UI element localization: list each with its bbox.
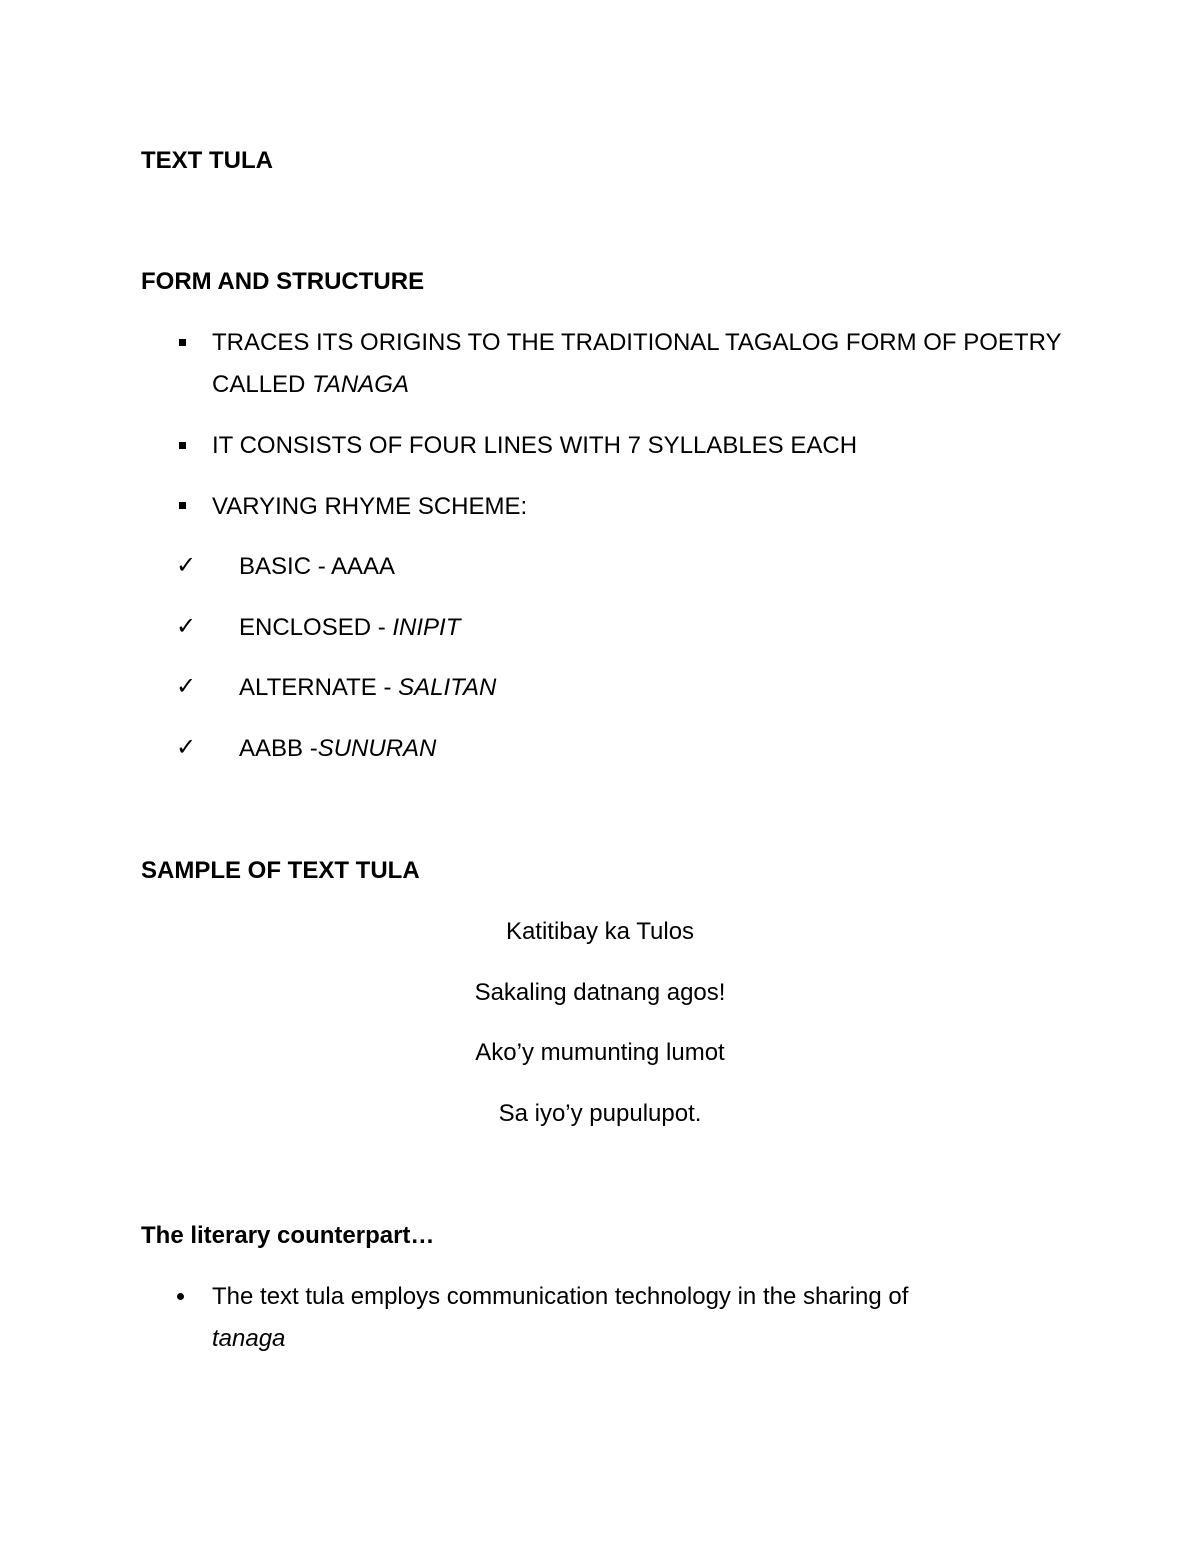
bullet-rhyme-scheme: VARYING RHYME SCHEME: bbox=[212, 493, 528, 520]
check-item-aabb-text: AABB - bbox=[239, 735, 318, 762]
check-item-aabb bbox=[239, 734, 436, 764]
square-bullet-icon bbox=[179, 442, 186, 449]
document-title: TEXT TULA bbox=[141, 147, 273, 174]
round-bullet-icon bbox=[177, 1293, 184, 1300]
bullet-origins-prefix: CALLED bbox=[212, 371, 313, 398]
checkmark-icon: ✓ bbox=[176, 672, 197, 700]
check-item-enclosed-italic: INIPIT bbox=[392, 614, 461, 641]
literary-bullet-line2: tanaga bbox=[212, 1325, 286, 1352]
checkmark-icon: ✓ bbox=[176, 733, 197, 761]
sample-heading: SAMPLE OF TEXT TULA bbox=[141, 857, 420, 884]
bullet-four-lines: IT CONSISTS OF FOUR LINES WITH 7 SYLLABLES EACH bbox=[212, 432, 858, 459]
poem-line-2: Sakaling datnang agos! bbox=[474, 979, 726, 1006]
square-bullet-icon bbox=[179, 339, 186, 346]
square-bullet-icon bbox=[179, 502, 186, 509]
check-item-enclosed-text: ENCLOSED - bbox=[239, 614, 393, 641]
bullet-origins-line1: TRACES ITS ORIGINS TO THE TRADITIONAL TAGALOG FORM OF POETRY bbox=[212, 329, 1062, 356]
check-item-alternate-text: ALTERNATE - bbox=[239, 674, 399, 701]
checkmark-icon: ✓ bbox=[176, 551, 197, 579]
literary-bullet-line1: The text tula employs communication technology in the sharing of bbox=[212, 1283, 909, 1310]
check-item-alternate-italic: SALITAN bbox=[398, 674, 497, 701]
check-item-basic-text: BASIC - AAAA bbox=[239, 553, 396, 580]
checkmark-icon: ✓ bbox=[176, 612, 197, 640]
check-item-alternate bbox=[239, 673, 496, 703]
poem-line-1: Katitibay ka Tulos bbox=[505, 918, 695, 945]
bullet-origins-italic: TANAGA bbox=[312, 371, 409, 398]
check-item-basic bbox=[239, 552, 395, 582]
poem-line-4: Sa iyo’y pupulupot. bbox=[498, 1100, 702, 1127]
poem-line-3: Ako’y mumunting lumot bbox=[475, 1039, 725, 1066]
bullet-origins-line2 bbox=[212, 370, 409, 400]
form-heading: FORM AND STRUCTURE bbox=[141, 268, 425, 295]
check-item-enclosed bbox=[239, 613, 460, 643]
check-item-aabb-italic: SUNURAN bbox=[317, 735, 437, 762]
literary-heading: The literary counterpart… bbox=[141, 1222, 435, 1249]
